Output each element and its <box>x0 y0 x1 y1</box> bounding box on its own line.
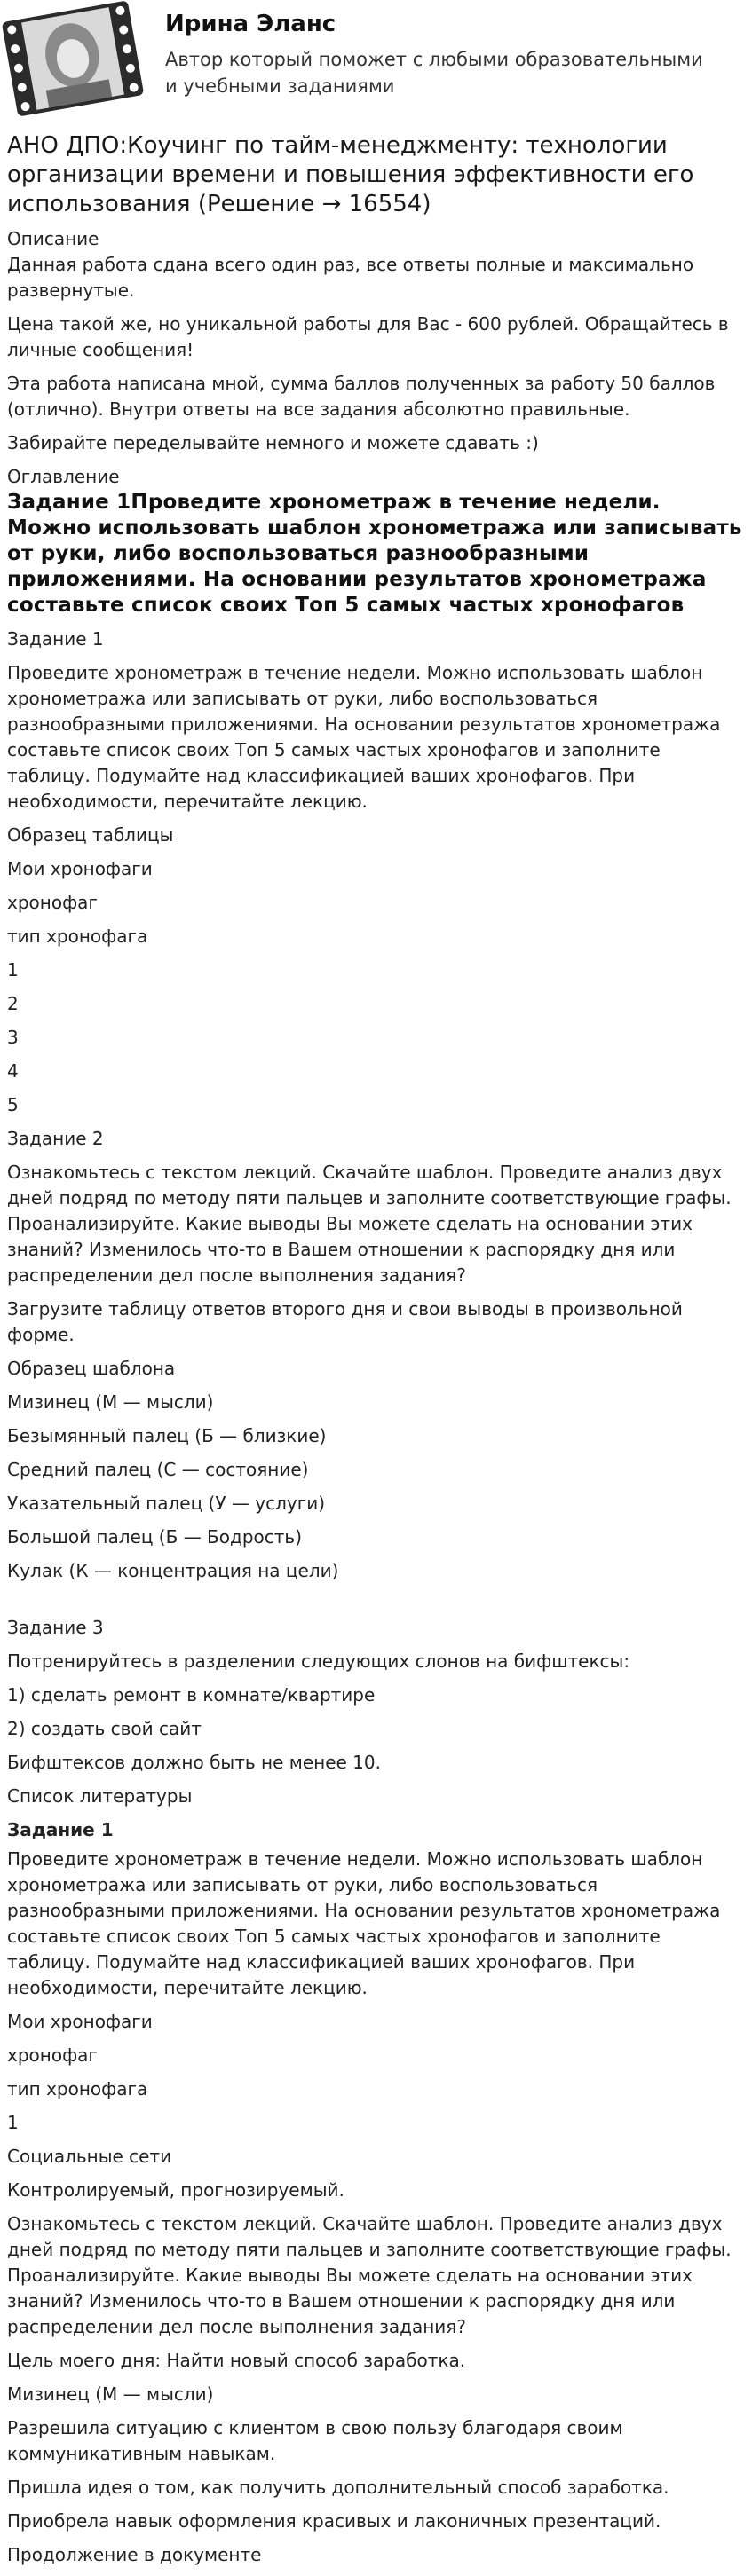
toc-line: Задание 2 <box>7 1128 104 1149</box>
body-section <box>7 1847 746 2568</box>
toc-heading: Задание 1Проведите хронометраж в течение недели. Можно использовать шаблон хронометража или записывать от руки, либо воспользоваться разнообразными приложениями. На основании результатов хронометража составьте список своих Топ 5 самых частых хронофагов <box>7 491 742 617</box>
spacer <box>7 1592 746 1615</box>
body-line: Продолжение в документе <box>7 2544 262 2565</box>
author-name[interactable]: Ирина Эланс <box>165 11 336 37</box>
body-line: 1 <box>7 2112 19 2133</box>
body-line: хронофаг <box>7 2044 98 2066</box>
author-header <box>0 0 752 131</box>
toc-line: Безымянный палец (Б — близкие) <box>7 1425 327 1446</box>
toc-line: Образец таблицы <box>7 824 174 846</box>
toc-line: Бифштексов должно быть не менее 10. <box>7 1752 381 1773</box>
body-line: Мои хронофаги <box>7 2011 153 2032</box>
body-line: Ознакомьтесь с текстом лекций. Скачайте шаблон. Проведите анализ двух дней подряд по методу пяти пальцев и заполните соответствующие графы. Проанализируйте. Какие выводы Вы можете сделать на основании этих знаний? Изменилось что-то в Вашем отношении к распорядку дня или распределении дел после выполнения задания? <box>7 2213 732 2337</box>
body-line: Проведите хронометраж в течение недели. Можно использовать шаблон хронометража или записывать от руки, либо воспользоваться разнообразными приложениями. На основании результатов хронометража составьте список своих Топ 5 самых частых хронофагов и заполните таблицу. Подумайте над классификацией ваших хронофагов. При необходимости, перечитайте лекцию. <box>7 1848 721 1998</box>
description-paragraph: Забирайте переделывайте немного и можете сдавать :) <box>7 432 539 453</box>
description-section <box>7 252 746 456</box>
toc-line: тип хронофага <box>7 926 148 947</box>
toc-line: Средний палец (С — состояние) <box>7 1459 309 1480</box>
toc-label: Оглавление <box>7 466 120 487</box>
toc-line: хронофаг <box>7 892 98 913</box>
body-line: Мизинец (М — мысли) <box>7 2383 214 2405</box>
body-line: Приобрела навык оформления красивых и лаконичных презентаций. <box>7 2510 661 2532</box>
toc-line: 1) сделать ремонт в комнате/квартире <box>7 1684 376 1706</box>
toc-line: Задание 1 <box>7 628 104 650</box>
toc-line: Мизинец (М — мысли) <box>7 1391 214 1413</box>
description-label: Описание <box>7 228 99 249</box>
toc-line: Потренируйтесь в разделении следующих слонов на бифштексы: <box>7 1650 630 1672</box>
toc-line: Большой палец (Б — Бодрость) <box>7 1526 303 1548</box>
body-line: Контролируемый, прогнозируемый. <box>7 2179 344 2201</box>
toc-line: 5 <box>7 1094 19 1115</box>
toc-line: Кулак (К — концентрация на цели) <box>7 1560 339 1581</box>
body-line: тип хронофага <box>7 2078 148 2099</box>
body-line: Социальные сети <box>7 2146 172 2167</box>
author-avatar-film-icon <box>0 0 146 119</box>
toc-line: 2) создать свой сайт <box>7 1718 202 1739</box>
document-content <box>7 131 746 2576</box>
toc-line: 1 <box>7 959 19 981</box>
toc-line: Мои хронофаги <box>7 858 153 879</box>
toc-line: Ознакомьтесь с текстом лекций. Скачайте шаблон. Проведите анализ двух дней подряд по методу пяти пальцев и заполните соответствующие графы. Проанализируйте. Какие выводы Вы можете сделать на основании этих знаний? Изменилось что-то в Вашем отношении к распорядку дня или распределении дел после выполнения задания? <box>7 1162 732 1286</box>
body-heading: Задание 1 <box>7 1819 114 1840</box>
body-line: Разрешила ситуацию с клиентом в свою пользу благодаря своим коммуникативным навыкам. <box>7 2417 623 2464</box>
toc-line: Проведите хронометраж в течение недели. Можно использовать шаблон хронометража или записывать от руки, либо воспользоваться разнообразными приложениями. На основании результатов хронометража составьте список своих Топ 5 самых частых хронофагов и заполните таблицу. Подумайте над классификацией ваших хронофагов. При необходимости, перечитайте лекцию. <box>7 662 721 812</box>
toc-line: Загрузите таблицу ответов второго дня и свои выводы в произвольной форме. <box>7 1298 683 1345</box>
toc-section-a <box>7 626 746 1584</box>
toc-section-b <box>7 1615 746 1809</box>
toc-line: Указательный палец (У — услуги) <box>7 1493 326 1514</box>
toc-line: Задание 3 <box>7 1617 104 1638</box>
toc-line: 4 <box>7 1060 19 1082</box>
document-title: АНО ДПО:Коучинг по тайм-менеджменту: технологии организации времени и повышения эффективности его использования (Решение → 16554) <box>7 132 694 217</box>
toc-line: 3 <box>7 1027 19 1048</box>
toc-line: Образец шаблона <box>7 1358 176 1379</box>
description-paragraph: Цена такой же, но уникальной работы для Вас - 600 рублей. Обращайтесь в личные сообщения! <box>7 313 729 360</box>
author-description: Автор который поможет с любыми образовательными и учебными заданиями <box>165 49 703 97</box>
body-line: Пришла идея о том, как получить дополнительный способ заработка. <box>7 2477 669 2498</box>
description-paragraph: Данная работа сдана всего один раз, все ответы полные и максимально развернутые. <box>7 254 694 301</box>
toc-line: Список литературы <box>7 1785 193 1807</box>
toc-line: 2 <box>7 993 19 1014</box>
description-paragraph: Эта работа написана мной, сумма баллов полученных за работу 50 баллов (отлично). Внутри ответы на все задания абсолютно правильные. <box>7 373 716 420</box>
body-line: Цель моего дня: Найти новый способ заработка. <box>7 2350 466 2371</box>
